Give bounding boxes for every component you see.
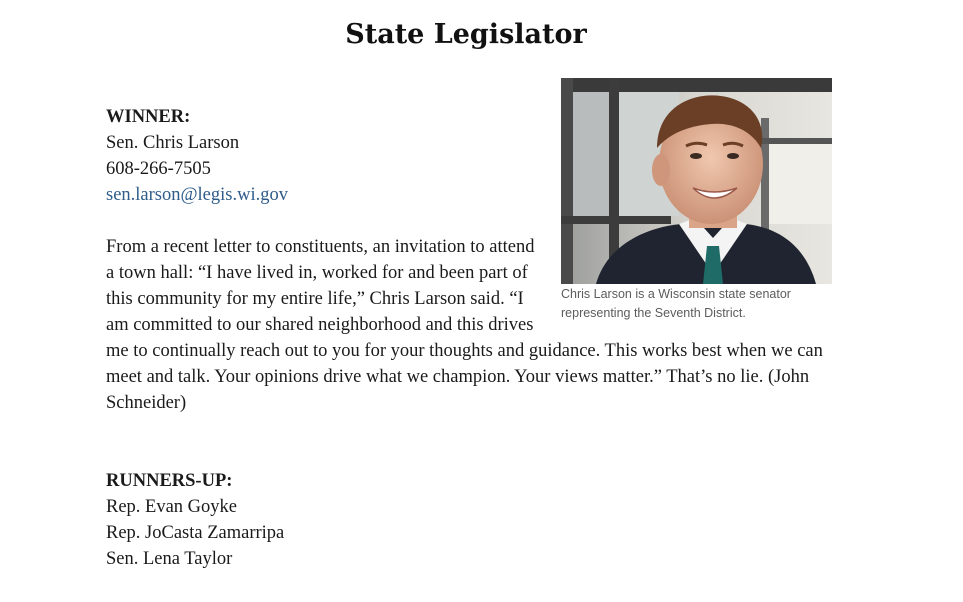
runners-up-heading: RUNNERS-UP: [106,471,233,491]
runner-up-name: Sen. Lena Taylor [106,549,233,569]
senator-photo[interactable] [561,78,832,284]
winner-name: Sen. Chris Larson [106,133,240,153]
winner-blurb: From a recent letter to constituents, an invitation to attend a town hall: “I have lived in, worked for and been part of this community for my entire life,” Chris Larson said. “I am committed to our shared neighborhood and this drives me to continually reach out to you for your thoughts and guidance. This works best when we can meet and talk. Your opinions drive what we champion. Your views matter.” That’s no lie. (John Schneider) [106,237,823,413]
runner-up-name: Rep. JoCasta Zamarripa [106,523,285,543]
winner-email-link[interactable]: sen.larson@legis.wi.gov [106,185,288,205]
page-title: State Legislator [345,19,587,50]
winner-phone: 608-266-7505 [106,159,211,179]
article-body [106,104,832,572]
winner-heading: WINNER: [106,107,191,127]
photo-figure [561,78,832,323]
photo-caption: Chris Larson is a Wisconsin state senator representing the Seventh District. [561,287,791,320]
runner-up-name: Rep. Evan Goyke [106,497,238,517]
runners-up-section [106,468,832,572]
